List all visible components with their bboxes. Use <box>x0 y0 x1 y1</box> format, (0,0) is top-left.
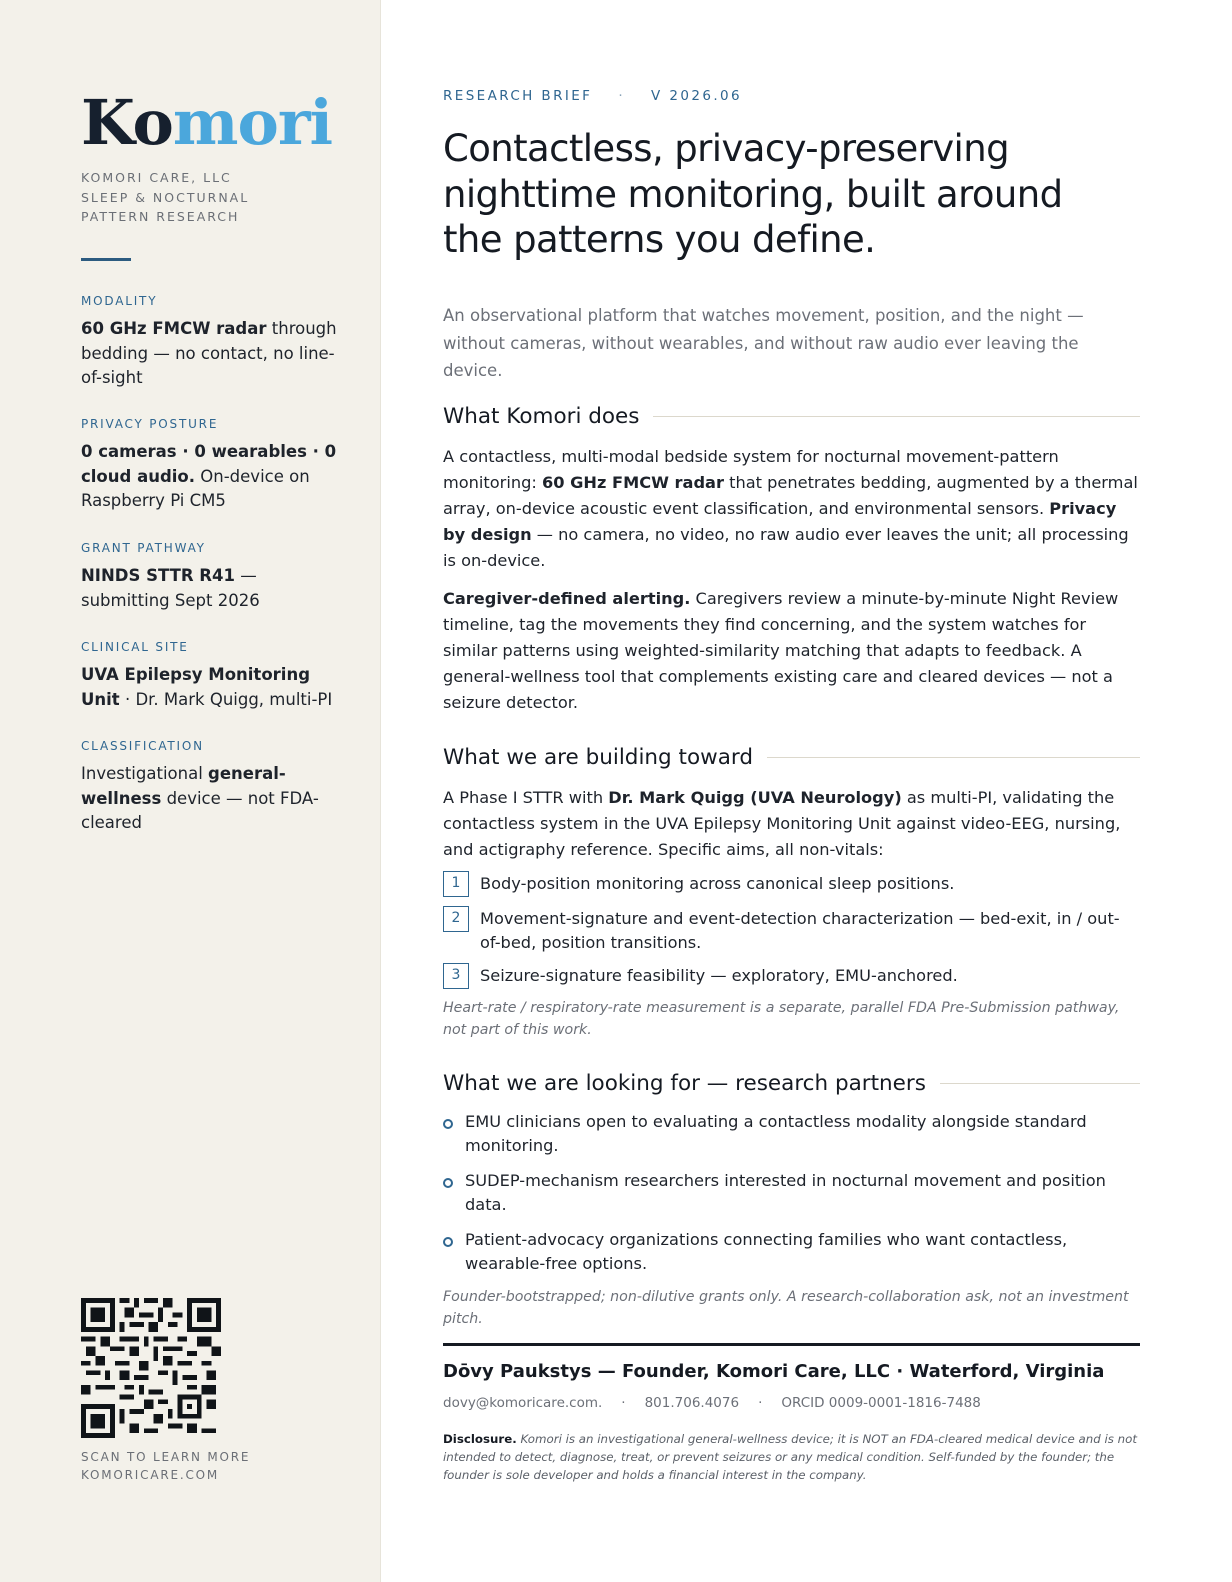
classification-bold: general-wellness <box>81 764 286 808</box>
logo-part-mori: mori <box>172 86 333 159</box>
company-name <box>81 168 361 227</box>
grant-bold: NINDS STTR R41 <box>81 566 235 585</box>
text-bold: Privacy by design <box>443 499 1117 544</box>
section-title: What we are looking for — research partners <box>443 1071 926 1096</box>
section2-intro <box>443 785 1140 863</box>
grant-label: GRANT PATHWAY <box>81 541 206 555</box>
circle-bullet-icon <box>443 1119 453 1129</box>
section-what-komori-does <box>443 404 1140 429</box>
website-link[interactable]: KOMORICARE.COM <box>81 1468 220 1482</box>
aim-text: Movement-signature and event-detection characterization — bed-exit, in / out-of-bed, position transitions. <box>480 909 1120 952</box>
list-item <box>443 1169 1140 1216</box>
eyebrow <box>443 88 742 104</box>
contact-separator: · <box>758 1395 763 1411</box>
orcid-link[interactable]: ORCID 0009-0001-1816-7488 <box>781 1395 981 1411</box>
circle-bullet-icon <box>443 1237 453 1247</box>
text-run: Caregivers review a minute-by-minute Night Review timeline, tag the movements they find concerning, and the system watches for similar patterns using weighted-similarity matching that adapts to feedback. A general-wellness tool that complements existing care and cleared devices — not a seizure detector. <box>443 589 1119 712</box>
text-run: that penetrates bedding, augmented by a thermal array, on-device acoustic event classification, and environmental sensors. <box>443 473 1138 518</box>
eyebrow-separator: · <box>618 88 626 104</box>
scan-caption <box>81 1448 250 1484</box>
section-rule <box>940 1083 1140 1084</box>
disclosure <box>443 1430 1140 1484</box>
section-title: What Komori does <box>443 404 640 429</box>
privacy-rest: On-device on Raspberry Pi CM5 <box>81 466 310 510</box>
text-bold: 60 GHz FMCW radar <box>541 473 724 492</box>
list-item <box>443 1110 1140 1157</box>
komori-logo <box>81 86 333 159</box>
text-run: A contactless, multi-modal bedside system for nocturnal movement-pattern monitoring: <box>443 447 1059 492</box>
aim-text: Seizure-signature feasibility — exploratory, EMU-anchored. <box>480 966 958 985</box>
aim-text: Body-position monitoring across canonical sleep positions. <box>480 874 955 893</box>
section-rule <box>653 416 1140 417</box>
contact-line <box>443 1395 981 1411</box>
grant-text <box>81 564 346 613</box>
modality-bold: 60 GHz FMCW radar <box>81 319 267 338</box>
clinical-site-text <box>81 663 346 712</box>
eyebrow-label: RESEARCH BRIEF <box>443 88 593 104</box>
classification-label: CLASSIFICATION <box>81 739 204 753</box>
partner-text: SUDEP-mechanism researchers interested in nocturnal movement and position data. <box>465 1171 1106 1214</box>
clinical-site-label: CLINICAL SITE <box>81 640 189 654</box>
modality-rest: through bedding — no contact, no line-of-sight <box>81 319 337 387</box>
text-bold: Dr. Mark Quigg (UVA Neurology) <box>608 788 902 807</box>
section-rule <box>767 757 1140 758</box>
text-run: as multi-PI, validating the contactless system in the UVA Epilepsy Monitoring Unit against video-EEG, nursing, and actigraphy reference. Specific aims, all non-vitals: <box>443 788 1121 859</box>
partners-list <box>443 1110 1140 1287</box>
classification-pre: Investigational <box>81 764 209 783</box>
contact-separator: · <box>621 1395 626 1411</box>
privacy-text <box>81 440 346 514</box>
text-bold: Caregiver-defined alerting. <box>443 589 691 608</box>
company-line: PATTERN RESEARCH <box>81 209 240 224</box>
list-item <box>443 872 1140 897</box>
modality-block <box>81 294 346 391</box>
aim-number-badge: 3 <box>443 963 469 989</box>
privacy-label: PRIVACY POSTURE <box>81 417 219 431</box>
classification-text <box>81 762 346 836</box>
founder-line: Dōvy Paukstys — Founder, Komori Care, LLC · Waterford, Virginia <box>443 1361 1105 1382</box>
clinical-site-rest: · Dr. Mark Quigg, multi-PI <box>119 689 333 709</box>
privacy-bold: 0 cameras · 0 wearables · 0 cloud audio. <box>81 442 337 486</box>
section1-paragraph-1 <box>443 444 1140 574</box>
specific-aims-list <box>443 872 1140 999</box>
section-title: What we are building toward <box>443 745 753 770</box>
section-research-partners <box>443 1071 1140 1096</box>
partner-text: Patient-advocacy organizations connecting families who want contactless, wearable-free options. <box>465 1230 1068 1273</box>
clinical-site-block <box>81 640 346 712</box>
eyebrow-version: V 2026.06 <box>651 88 742 104</box>
grant-rest: — submitting Sept 2026 <box>81 566 260 610</box>
phone-link[interactable]: 801.706.4076 <box>644 1395 740 1411</box>
email-link[interactable]: dovy@komoricare.com. <box>443 1395 603 1411</box>
disclosure-text: Komori is an investigational general-wellness device; it is NOT an FDA-cleared medical device and is not intended to detect, diagnose, treat, or prevent seizures or any medical condition. Self-funded by the founder; the founder is sole developer and holds a financial interest in the company. <box>443 1432 1137 1482</box>
section3-note: Founder-bootstrapped; non-dilutive grants only. A research-collaboration ask, not an investment pitch. <box>443 1289 1129 1327</box>
qr-code-icon[interactable] <box>81 1298 221 1438</box>
section2-note: Heart-rate / respiratory-rate measurement is a separate, parallel FDA Pre-Submission pathway, not part of this work. <box>443 1000 1120 1038</box>
grant-block <box>81 541 346 613</box>
disclosure-label: Disclosure. <box>443 1432 517 1446</box>
modality-text <box>81 317 346 391</box>
classification-rest: device — not FDA-cleared <box>81 788 319 832</box>
sidebar <box>0 0 381 1582</box>
sidebar-accent-rule <box>81 258 131 261</box>
aim-number-badge: 2 <box>443 906 469 932</box>
partner-text: EMU clinicians open to evaluating a contactless modality alongside standard monitoring. <box>465 1112 1087 1155</box>
circle-bullet-icon <box>443 1178 453 1188</box>
privacy-block <box>81 417 346 514</box>
classification-block <box>81 739 346 836</box>
scan-line: SCAN TO LEARN MORE <box>81 1450 251 1464</box>
modality-label: MODALITY <box>81 294 158 308</box>
list-item <box>443 907 1140 954</box>
lede: An observational platform that watches movement, position, and the night — without cameras, without wearables, and without raw audio ever leaving the device. <box>443 306 1084 380</box>
footer-rule <box>443 1343 1140 1346</box>
list-item <box>443 964 1140 989</box>
aim-number-badge: 1 <box>443 871 469 897</box>
list-item <box>443 1228 1140 1275</box>
text-run: — no camera, no video, no raw audio ever leaves the unit; all processing is on-device. <box>443 525 1129 570</box>
company-line: SLEEP & NOCTURNAL <box>81 189 250 205</box>
page-title: Contactless, privacy-preserving nighttime monitoring, built around the patterns you define. <box>443 127 1063 261</box>
section1-paragraph-2 <box>443 586 1140 716</box>
text-run: A Phase I STTR with <box>443 788 609 807</box>
company-line: KOMORI CARE, LLC <box>81 170 232 185</box>
logo-part-ko: Ko <box>81 86 173 159</box>
clinical-site-bold: UVA Epilepsy Monitoring Unit <box>81 665 311 709</box>
section-building-toward <box>443 745 1140 770</box>
